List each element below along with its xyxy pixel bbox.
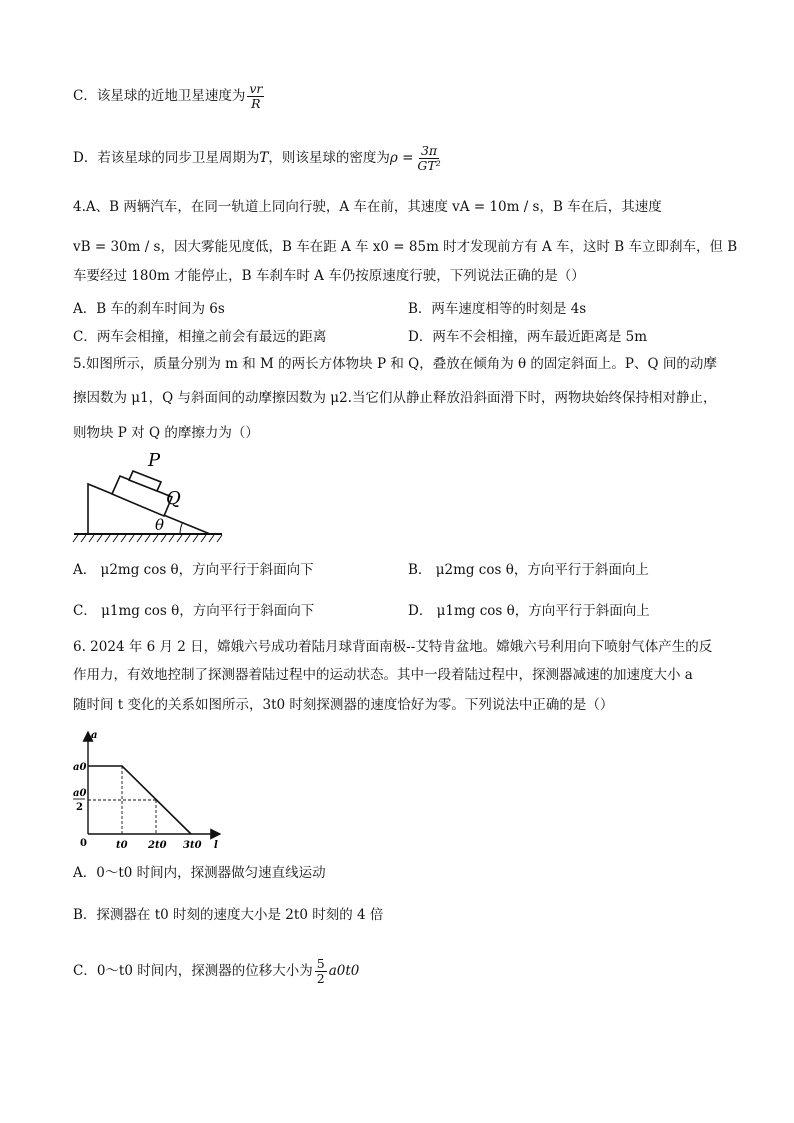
q6-stem-line1: 6. 2024 年 6 月 2 日，嫦娥六号成功着陆月球背面南极--艾特肯盆地。嫦娥六号利用向下喷射气体产生的反 [73, 639, 713, 655]
tick-t0: t0 [116, 840, 128, 851]
q6-option-c: C．0～t0 时间内，探测器的位移大小为 $\frac{5}{2}$ a0t0 [73, 956, 360, 986]
q5-option-d: D． μ1mg cos θ，方向平行于斜面向上 [408, 603, 650, 619]
fraction: $\frac{3\pi}{\text{GT²}}$ [417, 143, 441, 173]
q5-stem-line3: 则物块 P 对 Q 的摩擦力为（） [73, 425, 259, 441]
ground [73, 534, 222, 542]
label-theta: θ [155, 516, 165, 534]
incline-figure [72, 446, 242, 546]
q4-stem-line1: 4.A、B 两辆汽车，在同一轨道上同向行驶，A 车在前，其速度 vA = 10m / s，B 车在后，其速度 [73, 199, 662, 215]
fraction: $\frac{vr}{R}$ [249, 81, 263, 111]
q3-option-d: D．若该星球的同步卫星周期为T，则该星球的密度为ρ = $\frac{3\pi}{\text{GT²}}$ [73, 143, 441, 173]
q6-option-a: A．0～t0 时间内，探测器做匀速直线运动 [73, 865, 326, 881]
q6-stem-line3: 随时间 t 变化的关系如图所示，3t0 时刻探测器的速度恰好为零。下列说法中正确的是（） [73, 697, 614, 713]
angle-arc [180, 523, 183, 535]
tick-half-a0-num: a0 [73, 788, 87, 799]
q3-option-c: C．该星球的近地卫星速度为 $\frac{vr}{R}$ [73, 81, 263, 111]
q4-option-c: C．两车会相撞，相撞之前会有最远的距离 [73, 329, 327, 345]
fraction: $\frac{5}{2}$ [316, 956, 325, 986]
y-axis-label: a [91, 730, 98, 741]
q4-option-b: B．两车速度相等的时刻是 4s [408, 301, 587, 317]
q4-option-d: D．两车不会相撞，两车最近距离是 5m [408, 329, 648, 345]
tick-2t0: 2t0 [148, 840, 167, 851]
x-axis-label: l [214, 840, 218, 851]
acceleration-time-graph [70, 728, 230, 853]
q6-option-b: B．探测器在 t0 时刻的速度大小是 2t0 时刻的 4 倍 [73, 907, 384, 923]
q5-stem-line1: 5.如图所示，质量分别为 m 和 M 的两长方体物块 P 和 Q，叠放在倾角为 θ 的固定斜面上。P、Q 间的动摩 [73, 356, 717, 372]
tick-3t0: 3t0 [183, 840, 202, 851]
guide-lines [88, 766, 156, 834]
q5-option-b: B． μ2mg cos θ，方向平行于斜面向上 [408, 562, 649, 578]
q6-stem-line2: 作用力，有效地控制了探测器着陆过程中的运动状态。其中一段着陆过程中，探测器减速的加速度大小 a [73, 667, 693, 683]
q5-option-c: C． μ1mg cos θ，方向平行于斜面向下 [73, 603, 315, 619]
q4-stem-line3: 车要经过 180m 才能停止，B 车刹车时 A 车仍按原速度行驶，下列说法正确的是（） [73, 268, 585, 284]
origin-label: 0 [80, 838, 87, 849]
label-p: P [148, 450, 161, 471]
q4-option-a: A．B 车的刹车时间为 6s [73, 301, 225, 317]
q4-stem-line2: vB = 30m / s，因大雾能见度低，B 车在距 A 车 x0 = 85m 时才发现前方有 A 车，这时 B 车立即刹车，但 B [73, 239, 738, 255]
label-q: Q [166, 488, 181, 509]
q5-option-a: A． μ2mg cos θ，方向平行于斜面向下 [73, 562, 314, 578]
tick-half-a0-den: 2 [76, 802, 83, 813]
tick-a0: a0 [73, 762, 87, 773]
q5-stem-line2: 擦因数为 μ1，Q 与斜面间的动摩擦因数为 μ2.当它们从静止释放沿斜面滑下时，两物块始终保持相对静止， [73, 390, 717, 406]
